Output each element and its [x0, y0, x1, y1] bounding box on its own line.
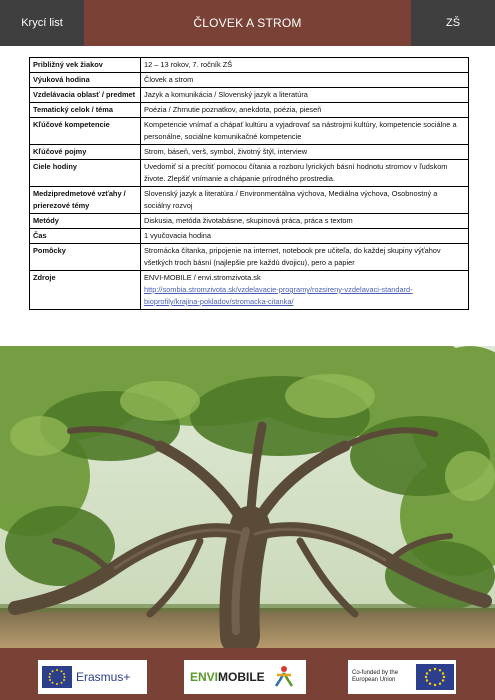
row-value: Strom, báseň, verš, symbol, životný štýl, interview	[141, 145, 469, 160]
envi-text: ENVI	[190, 670, 219, 684]
header-right-label: ZŠ	[411, 0, 495, 46]
lesson-info-table	[29, 57, 469, 310]
row-value: Poézia / Zhrnutie poznatkov, anekdota, poézia, pieseň	[141, 103, 469, 118]
source-link[interactable]: http://sombia.stromzivota.sk/vzdelavacie-programy/rozsireny-vzdelavaci-standard-bioprofily/krajina-pokladov/stromacka-citanka/	[144, 285, 413, 306]
table-row	[30, 214, 469, 229]
table-row	[30, 187, 469, 214]
row-label: Ciele hodiny	[30, 160, 141, 187]
table-row	[30, 229, 469, 244]
row-label: Tematický celok / téma	[30, 103, 141, 118]
row-label: Medzipredmetové vzťahy / prierezové témy	[30, 187, 141, 214]
figure-icon	[271, 664, 297, 690]
row-value: Človek a strom	[141, 73, 469, 88]
eu-flag-icon	[42, 666, 72, 688]
erasmus-text: Erasmus+	[76, 670, 131, 684]
row-value: 12 – 13 rokov, 7. ročník ZŠ	[141, 58, 469, 73]
row-value: 1 vyučovacia hodina	[141, 229, 469, 244]
row-value: Uvedomiť si a precítiť pomocou čítania a rozboru lyrických básní hodnotu stromov v ľudskom živote. Zlepšiť vnímanie a chápanie prírodného prostredia.	[141, 160, 469, 187]
row-value: Jazyk a komunikácia / Slovenský jazyk a literatúra	[141, 88, 469, 103]
table-row	[30, 160, 469, 187]
footer-bar	[0, 648, 495, 700]
tree-photo	[0, 346, 495, 648]
page-title: ČLOVEK A STROM	[84, 0, 411, 46]
row-label: Zdroje	[30, 271, 141, 310]
row-value	[141, 271, 469, 310]
table-row	[30, 244, 469, 271]
eu-flag-icon	[416, 664, 454, 690]
row-label: Kľúčové kompetencie	[30, 118, 141, 145]
row-label: Pomôcky	[30, 244, 141, 271]
row-value: Kompetencie vnímať a chápať kultúru a vyjadrovať sa nástrojmi kultúry, kompetencie sociálne a personálne, sociálne komunikačné kompetencie	[141, 118, 469, 145]
table-row	[30, 118, 469, 145]
source-text: ENVI-MOBILE / envi.stromzivota.sk	[144, 273, 261, 282]
mobile-text: MOBILE	[218, 670, 265, 684]
erasmus-logo	[38, 660, 147, 694]
row-value: Slovenský jazyk a literatúra / Environmentálna výchova, Mediálna výchova, Osobnostný a sociálny rozvoj	[141, 187, 469, 214]
table-row	[30, 103, 469, 118]
table-row	[30, 88, 469, 103]
table-row	[30, 145, 469, 160]
row-label: Vzdelávacia oblasť / predmet	[30, 88, 141, 103]
eu-cofunded-text: Co-funded by the European Union	[352, 670, 399, 683]
header-bar	[0, 0, 495, 46]
row-value: Diskusia, metóda životabásne, skupinová práca, práca s textom	[141, 214, 469, 229]
table-row	[30, 58, 469, 73]
table-row-sources	[30, 271, 469, 310]
row-label: Približný vek žiakov	[30, 58, 141, 73]
row-label: Výuková hodina	[30, 73, 141, 88]
table-row	[30, 73, 469, 88]
eu-cofunded-logo	[348, 660, 456, 694]
header-left-label: Krycí list	[0, 0, 84, 46]
envimobile-logo	[184, 660, 306, 694]
row-value: Stromácka čítanka, pripojenie na internet, notebook pre učiteľa, do každej skupiny výťahov všetkých troch básní (najlepšie pre každú dvojicu), pero a papier	[141, 244, 469, 271]
row-label: Kľúčové pojmy	[30, 145, 141, 160]
row-label: Čas	[30, 229, 141, 244]
row-label: Metódy	[30, 214, 141, 229]
